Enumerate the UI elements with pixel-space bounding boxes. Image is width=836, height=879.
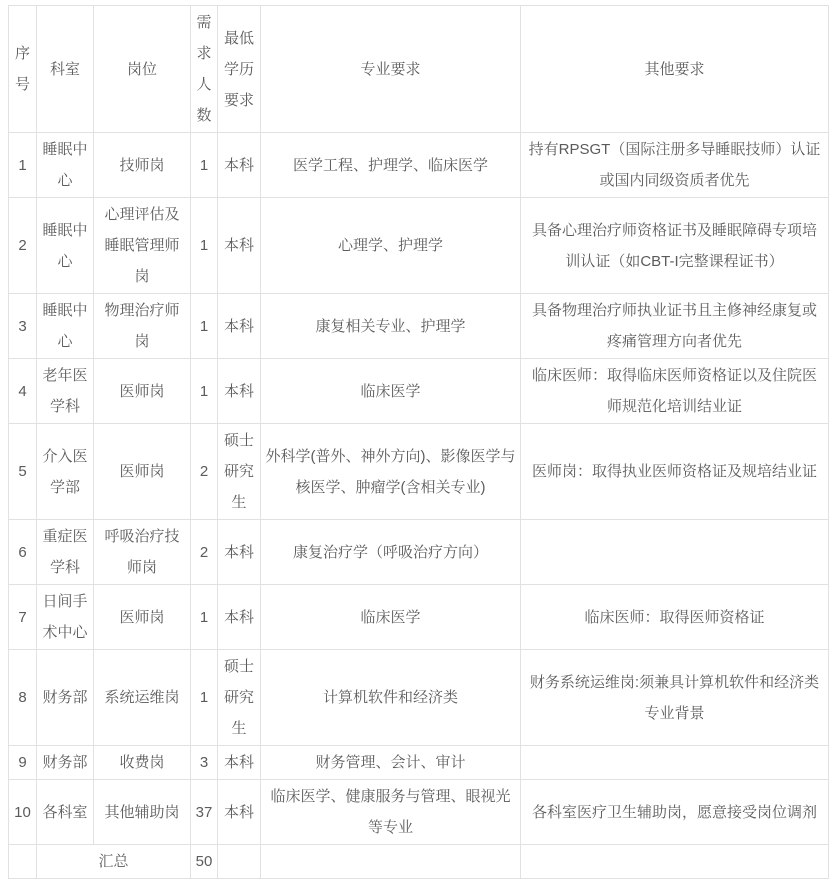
cell-major-requirement [261,845,521,879]
cell-major-requirement: 心理学、护理学 [261,198,521,294]
recruitment-table [8,5,829,879]
cell-min-education: 本科 [218,585,261,650]
cell-other-requirement: 具备心理治疗师资格证书及睡眠障碍专项培训认证（如CBT-I完整课程证书） [521,198,829,294]
cell-min-education: 本科 [218,746,261,780]
cell-other-requirement [521,845,829,879]
cell-other-requirement: 持有RPSGT（国际注册多导睡眠技师）认证或国内同级资质者优先 [521,133,829,198]
cell-no: 4 [9,359,37,424]
cell-headcount: 1 [191,650,218,746]
cell-other-requirement: 临床医师：取得医师资格证 [521,585,829,650]
col-header-major-requirement: 专业要求 [261,6,521,133]
cell-position: 收费岗 [94,746,191,780]
cell-position: 心理评估及睡眠管理师岗 [94,198,191,294]
table-row [9,780,829,845]
cell-position: 医师岗 [94,585,191,650]
cell-position: 医师岗 [94,359,191,424]
cell-other-requirement: 临床医师：取得临床医师资格证以及住院医师规范化培训结业证 [521,359,829,424]
cell-headcount: 1 [191,585,218,650]
cell-major-requirement: 临床医学 [261,359,521,424]
cell-summary-label: 汇总 [37,845,191,879]
cell-department: 财务部 [37,746,94,780]
cell-major-requirement: 临床医学 [261,585,521,650]
table-row [9,585,829,650]
col-header-department: 科室 [37,6,94,133]
cell-position: 呼吸治疗技师岗 [94,520,191,585]
cell-min-education: 本科 [218,294,261,359]
cell-major-requirement: 外科学(普外、神外方向)、影像医学与核医学、肿瘤学(含相关专业) [261,424,521,520]
cell-department: 重症医学科 [37,520,94,585]
col-header-other-requirement: 其他要求 [521,6,829,133]
cell-other-requirement [521,520,829,585]
cell-major-requirement: 医学工程、护理学、临床医学 [261,133,521,198]
cell-headcount: 1 [191,294,218,359]
cell-department: 介入医学部 [37,424,94,520]
cell-headcount: 2 [191,424,218,520]
cell-other-requirement: 具备物理治疗师执业证书且主修神经康复或疼痛管理方向者优先 [521,294,829,359]
cell-min-education: 本科 [218,359,261,424]
cell-position: 系统运维岗 [94,650,191,746]
cell-headcount: 3 [191,746,218,780]
table-row [9,746,829,780]
cell-no: 7 [9,585,37,650]
cell-position: 其他辅助岗 [94,780,191,845]
cell-department: 各科室 [37,780,94,845]
cell-no [9,845,37,879]
cell-department: 睡眠中心 [37,294,94,359]
cell-no: 2 [9,198,37,294]
cell-min-education: 硕士研究生 [218,650,261,746]
cell-headcount: 50 [191,845,218,879]
col-header-no: 序号 [9,6,37,133]
cell-headcount: 2 [191,520,218,585]
col-header-position: 岗位 [94,6,191,133]
cell-department: 睡眠中心 [37,133,94,198]
cell-other-requirement: 各科室医疗卫生辅助岗，愿意接受岗位调剂 [521,780,829,845]
cell-department: 财务部 [37,650,94,746]
table-body [9,133,829,845]
table-row [9,294,829,359]
summary-row [9,845,829,879]
col-header-min-education: 最低学历要求 [218,6,261,133]
cell-major-requirement: 临床医学、健康服务与管理、眼视光等专业 [261,780,521,845]
col-header-headcount: 需求人数 [191,6,218,133]
cell-major-requirement: 财务管理、会计、审计 [261,746,521,780]
table-row [9,133,829,198]
cell-no: 3 [9,294,37,359]
cell-no: 10 [9,780,37,845]
cell-other-requirement [521,746,829,780]
cell-min-education: 本科 [218,198,261,294]
header-row [9,6,829,133]
cell-department: 老年医学科 [37,359,94,424]
cell-position: 医师岗 [94,424,191,520]
cell-headcount: 37 [191,780,218,845]
table-header [9,6,829,133]
table-row [9,520,829,585]
cell-no: 9 [9,746,37,780]
cell-position: 物理治疗师岗 [94,294,191,359]
cell-no: 5 [9,424,37,520]
cell-no: 8 [9,650,37,746]
cell-headcount: 1 [191,133,218,198]
cell-min-education: 本科 [218,520,261,585]
cell-department: 睡眠中心 [37,198,94,294]
cell-min-education [218,845,261,879]
table-row [9,359,829,424]
cell-major-requirement: 康复治疗学（呼吸治疗方向） [261,520,521,585]
cell-headcount: 1 [191,359,218,424]
cell-other-requirement: 医师岗：取得执业医师资格证及规培结业证 [521,424,829,520]
cell-position: 技师岗 [94,133,191,198]
table-row [9,198,829,294]
cell-min-education: 本科 [218,780,261,845]
cell-headcount: 1 [191,198,218,294]
table-summary [9,845,829,879]
cell-no: 6 [9,520,37,585]
cell-other-requirement: 财务系统运维岗:须兼具计算机软件和经济类专业背景 [521,650,829,746]
cell-min-education: 本科 [218,133,261,198]
table-row [9,424,829,520]
cell-min-education: 硕士研究生 [218,424,261,520]
cell-major-requirement: 计算机软件和经济类 [261,650,521,746]
cell-major-requirement: 康复相关专业、护理学 [261,294,521,359]
cell-department: 日间手术中心 [37,585,94,650]
table-row [9,650,829,746]
cell-no: 1 [9,133,37,198]
